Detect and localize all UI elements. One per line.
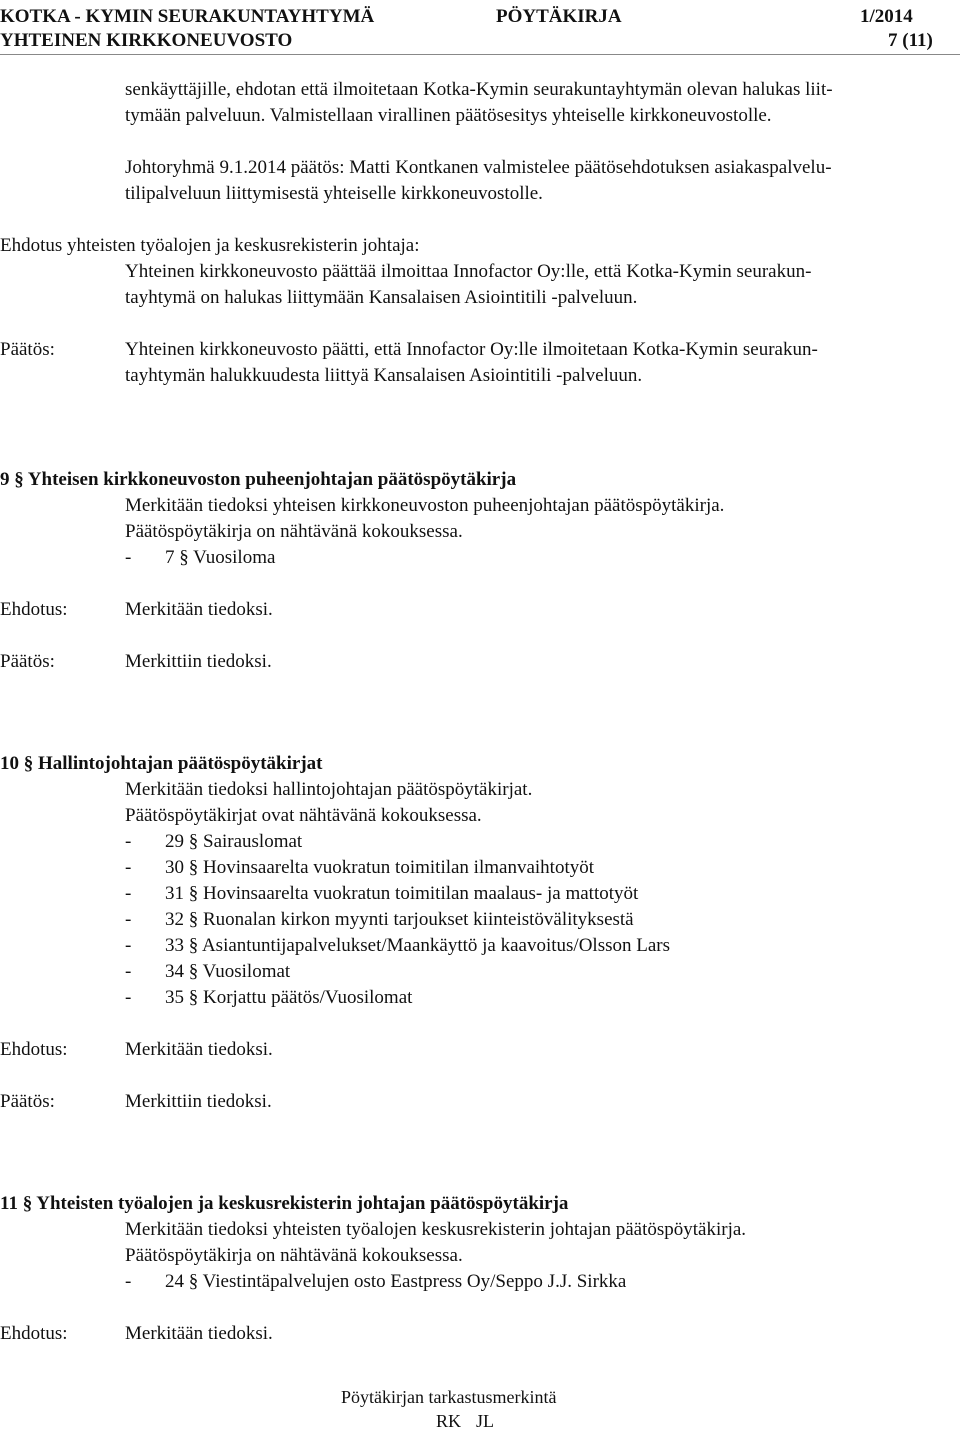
intro-line: senkäyttäjille, ehdotan että ilmoitetaan Kotka-Kymin seurakuntayhtymän olevan halukas liit- [125,79,833,100]
section-text: Päätöspöytäkirja on nähtävänä kokouksessa. [125,1245,463,1266]
decision-label: Päätös: [0,651,55,672]
section-title: 10 § Hallintojohtajan päätöspöytäkirjat [0,753,323,774]
list-item-text: 7 § Vuosiloma [165,547,276,568]
list-item-text: 32 § Ruonalan kirkon myynti tarjoukset kiinteistövälityksestä [165,909,634,930]
proposal-label: Ehdotus: [0,599,68,620]
section-text: Merkitään tiedoksi yhteisten työalojen keskusrekisterin johtajan päätöspöytäkirja. [125,1219,747,1240]
header-doc-no: 1/2014 [860,6,913,27]
header-org: KOTKA - KYMIN SEURAKUNTAYHTYMÄ [0,6,375,27]
decision-text: Merkittiin tiedoksi. [125,651,272,672]
decision-label: Päätös: [0,1091,55,1112]
list-item: - 33 § Asiantuntijapalvelukset/Maankäyttö ja kaavoitus/Olsson Lars [125,935,670,956]
list-item-text: 35 § Korjattu päätös/Vuosilomat [165,987,413,1008]
header-body: YHTEINEN KIRKKONEUVOSTO [0,30,293,51]
proposal-text: tayhtymä on halukas liittymään Kansalaisen Asiointitili -palveluun. [125,287,638,308]
decision-text: Yhteinen kirkkoneuvosto päätti, että Innofactor Oy:lle ilmoitetaan Kotka-Kymin seurakun- [125,339,818,360]
section-text: Päätöspöytäkirjat ovat nähtävänä kokouksessa. [125,805,482,826]
list-item-text: 24 § Viestintäpalvelujen osto Eastpress Oy/Seppo J.J. Sirkka [165,1271,627,1292]
section-text: Merkitään tiedoksi yhteisen kirkkoneuvoston puheenjohtajan päätöspöytäkirja. [125,495,725,516]
proposal-label: Ehdotus: [0,1323,68,1344]
footer-label: Pöytäkirjan tarkastusmerkintä [341,1387,557,1407]
list-item-text: 33 § Asiantuntijapalvelukset/Maankäyttö ja kaavoitus/Olsson Lars [165,935,670,956]
list-item-text: 29 § Sairauslomat [165,831,303,852]
section-text: Päätöspöytäkirja on nähtävänä kokouksessa. [125,521,463,542]
section-title: 9 § Yhteisen kirkkoneuvoston puheenjohtajan päätöspöytäkirja [0,469,517,490]
proposal-text: Merkitään tiedoksi. [125,1323,273,1344]
header-doc-type: PÖYTÄKIRJA [496,6,622,27]
decision-text: Merkittiin tiedoksi. [125,1091,272,1112]
footer-initials-1: RK [436,1411,462,1431]
list-item: - 32 § Ruonalan kirkon myynti tarjoukset kiinteistövälityksestä [125,909,634,930]
footer-initials-2: JL [476,1411,494,1431]
section-text: Merkitään tiedoksi hallintojohtajan päätöspöytäkirjat. [125,779,533,800]
header-divider [0,54,960,55]
proposal-label: Ehdotus: [0,1039,68,1060]
intro-line: tymään palveluun. Valmistellaan virallinen päätösesitys yhteiselle kirkkoneuvostolle. [125,105,772,126]
proposal-text: Yhteinen kirkkoneuvosto päättää ilmoittaa Innofactor Oy:lle, että Kotka-Kymin seurakun- [125,261,812,282]
proposal-heading: Ehdotus yhteisten työalojen ja keskusrekisterin johtaja: [0,235,420,256]
intro-line: Johtoryhmä 9.1.2014 päätös: Matti Kontkanen valmistelee päätösehdotuksen asiakaspalvelu- [125,157,832,178]
list-item-text: 34 § Vuosilomat [165,961,291,982]
list-item: - 7 § Vuosiloma [125,547,276,568]
intro-line: tilipalveluun liittymisestä yhteiselle kirkkoneuvostolle. [125,183,543,204]
decision-text: tayhtymän halukkuudesta liittyä Kansalaisen Asiointitili -palveluun. [125,365,643,386]
proposal-text: Merkitään tiedoksi. [125,599,273,620]
list-item: - 35 § Korjattu päätös/Vuosilomat [125,987,413,1008]
list-item-text: 31 § Hovinsaarelta vuokratun toimitilan maalaus- ja mattotyöt [165,883,639,904]
header-page: 7 (11) [888,30,933,51]
proposal-text: Merkitään tiedoksi. [125,1039,273,1060]
list-item: - 30 § Hovinsaarelta vuokratun toimitilan ilmanvaihtotyöt [125,857,595,878]
list-item: - 31 § Hovinsaarelta vuokratun toimitilan maalaus- ja mattotyöt [125,883,639,904]
list-item: - 34 § Vuosilomat [125,961,291,982]
list-item: - 29 § Sairauslomat [125,831,303,852]
list-item-text: 30 § Hovinsaarelta vuokratun toimitilan ilmanvaihtotyöt [165,857,595,878]
list-item: - 24 § Viestintäpalvelujen osto Eastpress Oy/Seppo J.J. Sirkka [125,1271,627,1292]
section-title: 11 § Yhteisten työalojen ja keskusrekisterin johtajan päätöspöytäkirja [0,1193,569,1214]
decision-label: Päätös: [0,339,55,360]
